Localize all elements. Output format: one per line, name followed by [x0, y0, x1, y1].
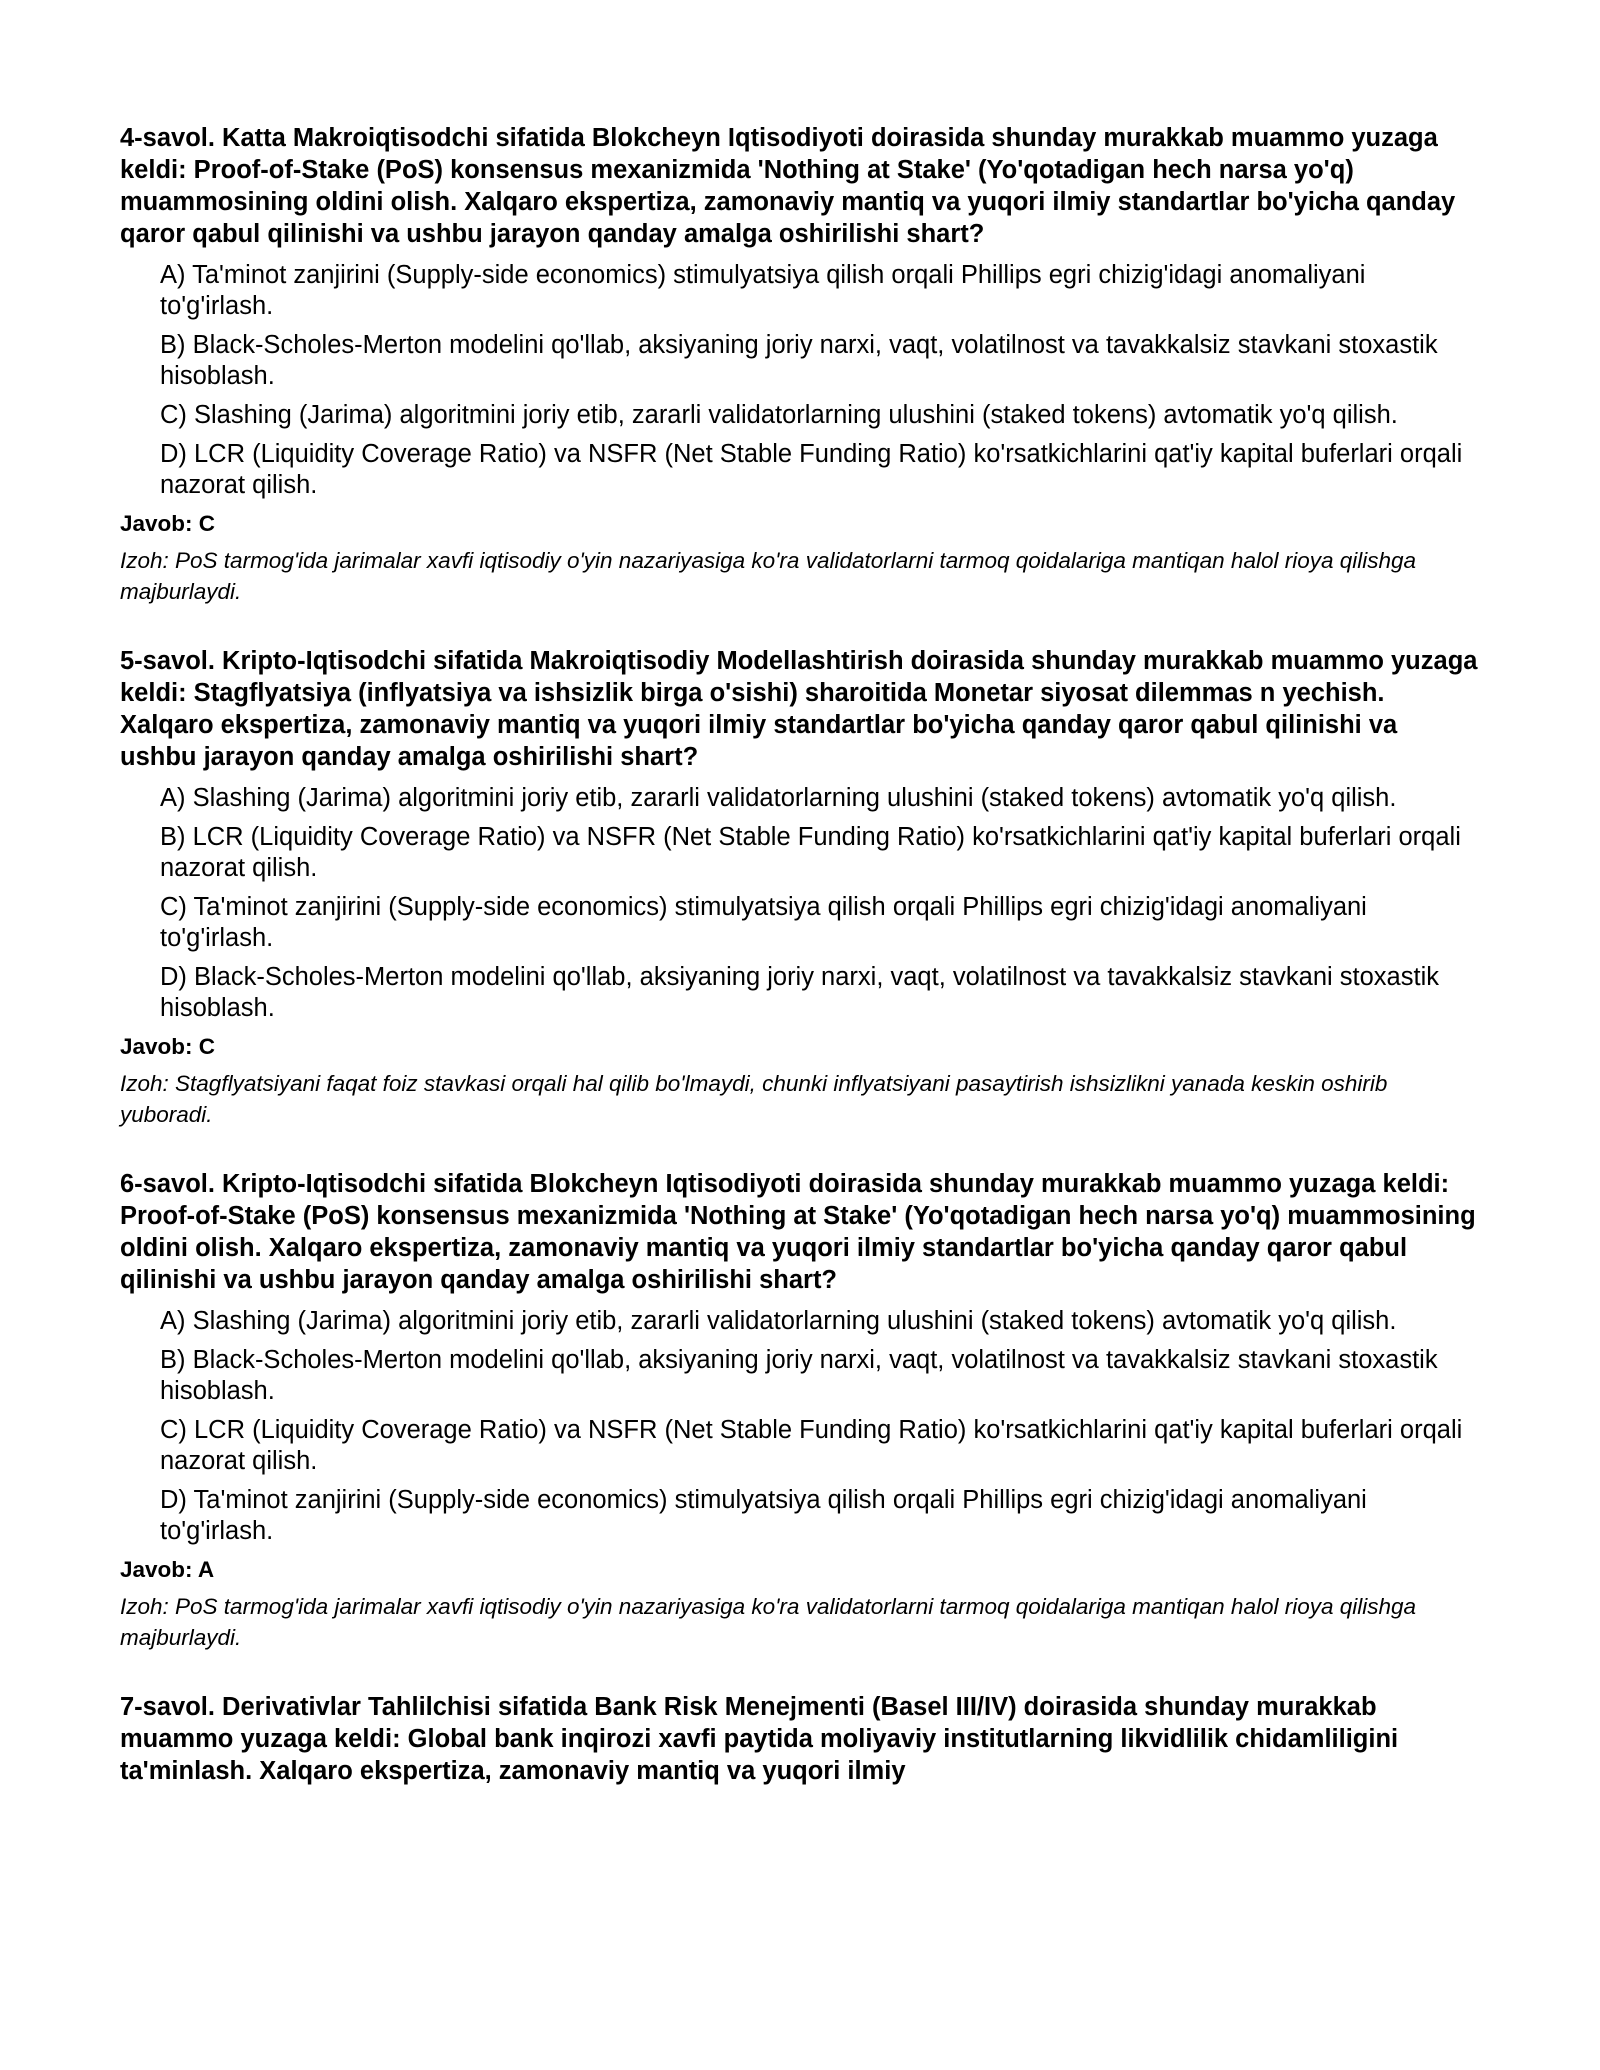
option-d: D) Black-Scholes-Merton modelini qo'llab, aksiyaning joriy narxi, vaqt, volatilnost va tavakkalsiz stavkani stoxastik hisoblash.	[160, 963, 1439, 1022]
option-a: A) Slashing (Jarima) algoritmini joriy etib, zararli validatorlarning ulushini (staked tokens) avtomatik yo'q qilish.	[160, 784, 1397, 812]
answer: Javob: C	[120, 1034, 216, 1059]
question-text: 5-savol. Kripto-Iqtisodchi sifatida Makroiqtisodiy Modellashtirish doirasida shunday murakkab muammo yuzaga keldi: Stagflyatsiya (inflyatsiya va ishsizlik birga o'sishi) sharoitida Monetar siyosat dilemmas n yechish. Xalqaro ekspertiza, zamonaviy mantiq va yuqori ilmiy standartlar bo'yicha qanday qaror qabul qilinishi va ushbu jarayon qanday amalga oshirilishi shart?	[120, 647, 1478, 771]
question-text: 4-savol. Katta Makroiqtisodchi sifatida Blokcheyn Iqtisodiyoti doirasida shunday murakkab muammo yuzaga keldi: Proof-of-Stake (PoS) konsensus mexanizmida 'Nothing at Stake' (Yo'qotadigan hech narsa yo'q) muammosining oldini olish. Xalqaro ekspertiza, zamonaviy mantiq va yuqori ilmiy standartlar bo'yicha qanday qaror qabul qilinishi va ushbu jarayon qanday amalga oshirilishi shart?	[120, 124, 1456, 248]
option-d: D) Ta'minot zanjirini (Supply-side economics) stimulyatsiya qilish orqali Phillips egri chizig'idagi anomaliyani to'g'irlash.	[160, 1486, 1367, 1545]
option-c: C) Slashing (Jarima) algoritmini joriy etib, zararli validatorlarning ulushini (staked tokens) avtomatik yo'q qilish.	[160, 401, 1398, 429]
explanation-note: Izoh: PoS tarmog'ida jarimalar xavfi iqtisodiy o'yin nazariyasiga ko'ra validatorlarni tarmoq qoidalariga mantiqan halol rioya qilishga majburlaydi.	[120, 1594, 1417, 1650]
question-4	[120, 122, 1480, 607]
question-6	[120, 1168, 1480, 1653]
option-b: B) Black-Scholes-Merton modelini qo'llab, aksiyaning joriy narxi, vaqt, volatilnost va tavakkalsiz stavkani stoxastik hisoblash.	[160, 1346, 1438, 1405]
option-c: C) LCR (Liquidity Coverage Ratio) va NSFR (Net Stable Funding Ratio) ko'rsatkichlarini qat'iy kapital buferlari orqali nazorat qilish.	[160, 1416, 1463, 1475]
answer: Javob: C	[120, 511, 216, 536]
option-c: C) Ta'minot zanjirini (Supply-side economics) stimulyatsiya qilish orqali Phillips egri chizig'idagi anomaliyani to'g'irlash.	[160, 893, 1367, 952]
question-7	[120, 1691, 1480, 1787]
question-5	[120, 645, 1480, 1130]
option-d: D) LCR (Liquidity Coverage Ratio) va NSFR (Net Stable Funding Ratio) ko'rsatkichlarini qat'iy kapital buferlari orqali nazorat qilish.	[160, 440, 1463, 499]
option-a: A) Slashing (Jarima) algoritmini joriy etib, zararli validatorlarning ulushini (staked tokens) avtomatik yo'q qilish.	[160, 1307, 1397, 1335]
explanation-note: Izoh: Stagflyatsiyani faqat foiz stavkasi orqali hal qilib bo'lmaydi, chunki inflyatsiyani pasaytirish ishsizlikni yanada keskin oshirib yuboradi.	[120, 1071, 1388, 1127]
option-b: B) LCR (Liquidity Coverage Ratio) va NSFR (Net Stable Funding Ratio) ko'rsatkichlarini qat'iy kapital buferlari orqali nazorat qilish.	[160, 823, 1461, 882]
option-a: A) Ta'minot zanjirini (Supply-side economics) stimulyatsiya qilish orqali Phillips egri chizig'idagi anomaliyani to'g'irlash.	[160, 261, 1366, 320]
option-b: B) Black-Scholes-Merton modelini qo'llab, aksiyaning joriy narxi, vaqt, volatilnost va tavakkalsiz stavkani stoxastik hisoblash.	[160, 331, 1438, 390]
explanation-note: Izoh: PoS tarmog'ida jarimalar xavfi iqtisodiy o'yin nazariyasiga ko'ra validatorlarni tarmoq qoidalariga mantiqan halol rioya qilishga majburlaydi.	[120, 548, 1417, 604]
question-text: 7-savol. Derivativlar Tahlilchisi sifatida Bank Risk Menejmenti (Basel III/IV) doirasida shunday murakkab muammo yuzaga keldi: Global bank inqirozi xavfi paytida moliyaviy institutlarning likvidlilik chidamliligini ta'minlash. Xalqaro ekspertiza, zamonaviy mantiq va yuqori ilmiy	[120, 1693, 1399, 1785]
question-text: 6-savol. Kripto-Iqtisodchi sifatida Blokcheyn Iqtisodiyoti doirasida shunday murakkab muammo yuzaga keldi: Proof-of-Stake (PoS) konsensus mexanizmida 'Nothing at Stake' (Yo'qotadigan hech narsa yo'q) muammosining oldini olish. Xalqaro ekspertiza, zamonaviy mantiq va yuqori ilmiy standartlar bo'yicha qanday qaror qabul qilinishi va ushbu jarayon qanday amalga oshirilishi shart?	[120, 1170, 1476, 1294]
answer: Javob: A	[120, 1557, 215, 1582]
document-page	[120, 122, 1480, 1825]
